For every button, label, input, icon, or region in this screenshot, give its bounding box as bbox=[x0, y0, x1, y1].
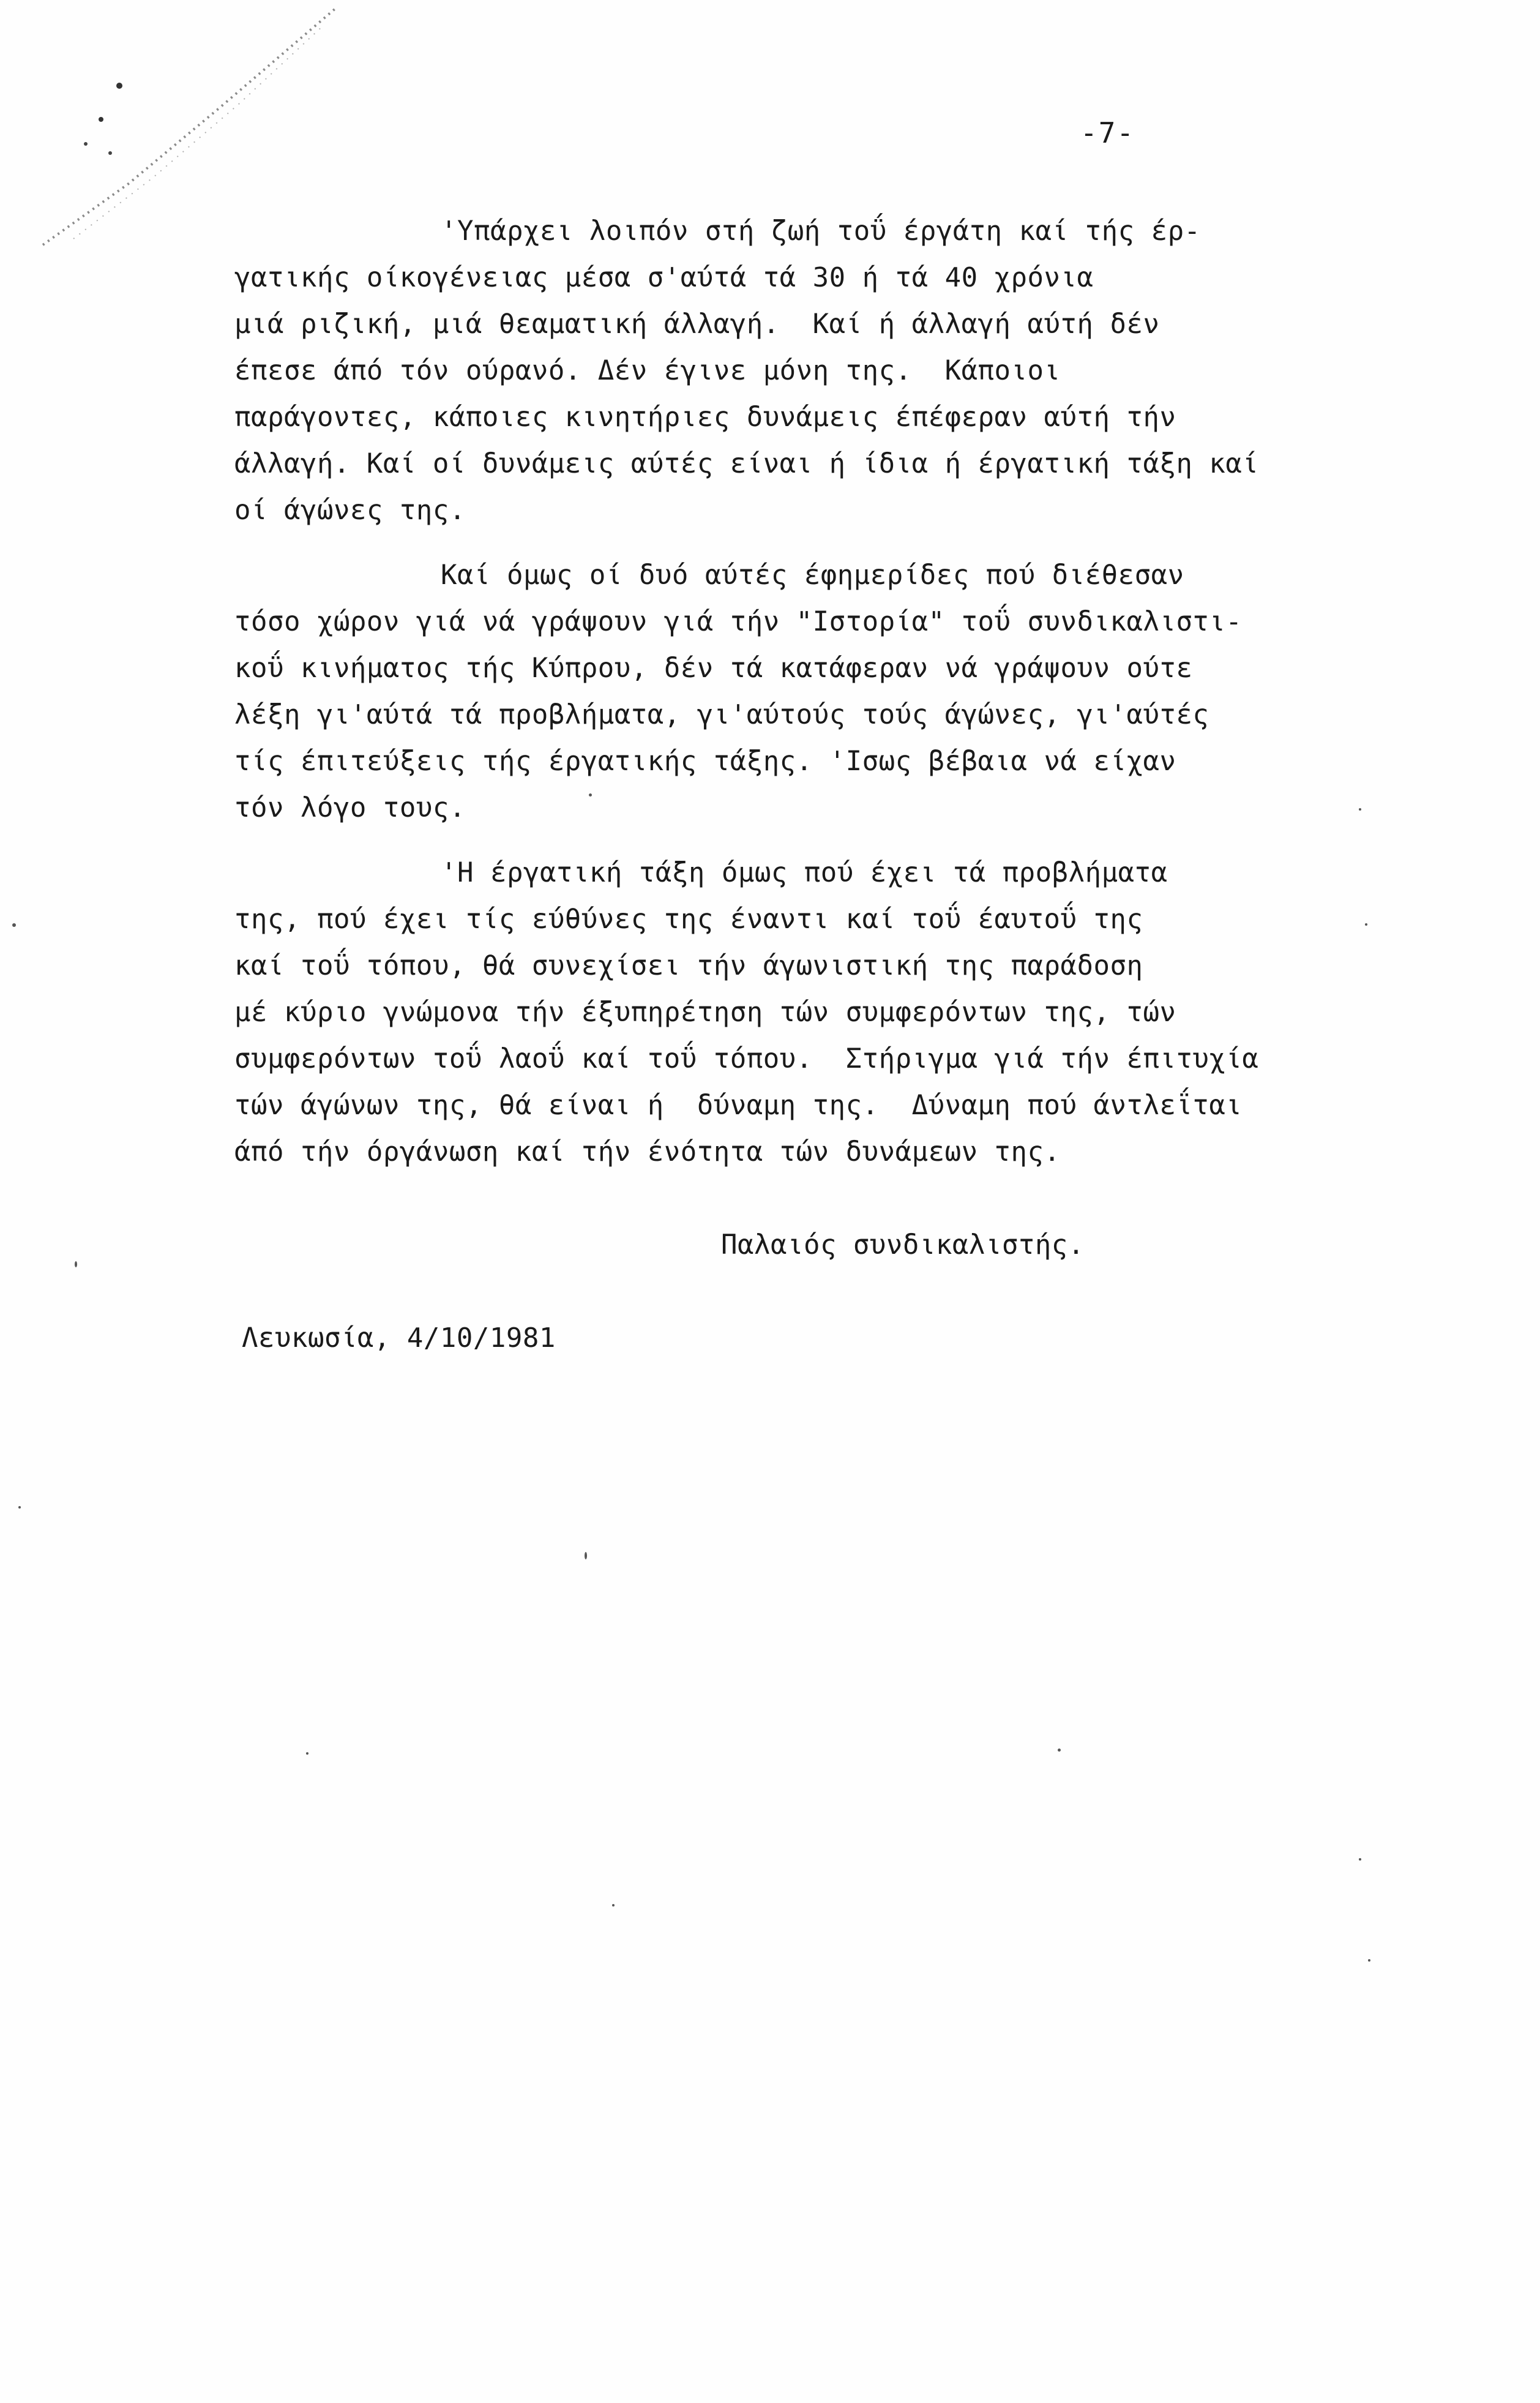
scan-speck bbox=[75, 1261, 77, 1267]
paragraph-1-line-7: οί άγώνες της. bbox=[234, 495, 466, 526]
paragraph-1-line-4: έπεσε άπό τόν ούρανό. Δέν έγινε μόνη της. Κάποιοι bbox=[234, 355, 1061, 386]
scan-speck bbox=[306, 1752, 308, 1755]
scan-speck bbox=[1359, 1858, 1361, 1861]
paragraph-3-line-1: 'Η έργατική τάξη όμως πού έχει τά προβλήματα bbox=[441, 857, 1168, 888]
signature: Παλαιός συνδικαλιστής. bbox=[721, 1229, 1085, 1261]
scan-speck bbox=[1058, 1749, 1061, 1752]
paragraph-2-line-3: κοΰ κινήματος τής Κύπρου, δέν τά κατάφεραν νά γράψουν ούτε bbox=[234, 653, 1193, 684]
paragraph-1-line-3: μιά ριζική, μιά θεαματική άλλαγή. Καί ή άλλαγή αύτή δέν bbox=[234, 309, 1160, 340]
paragraph-2-line-6: τόν λόγο τους. bbox=[234, 792, 466, 823]
paragraph-2-line-4: λέξη γι'αύτά τά προβλήματα, γι'αύτούς τούς άγώνες, γι'αύτές bbox=[234, 699, 1209, 730]
place-date: Λευκωσία, 4/10/1981 bbox=[242, 1322, 556, 1354]
paragraph-2-line-5: τίς έπιτεύξεις τής έργατικής τάξης. 'Ισως βέβαια νά είχαν bbox=[234, 746, 1176, 777]
scan-speck bbox=[1368, 1959, 1370, 1962]
scan-speck bbox=[1365, 923, 1367, 926]
scan-artifact-mark bbox=[18, 0, 337, 257]
paragraph-3-line-6: τών άγώνων της, θά είναι ή δύναμη της. Δύναμη πού άντλεΐται bbox=[234, 1090, 1243, 1121]
paragraph-3-line-5: συμφερόντων τοΰ λαοΰ καί τοΰ τόπου. Στήριγμα γιά τήν έπιτυχία bbox=[234, 1043, 1259, 1074]
paragraph-2-line-2: τόσο χώρον γιά νά γράψουν γιά τήν "Ιστορία" τοΰ συνδικαλιστι- bbox=[234, 606, 1243, 637]
paragraph-2-line-1: Καί όμως οί δυό αύτές έφημερίδες πού διέθεσαν bbox=[441, 560, 1184, 591]
paragraph-1-line-5: παράγοντες, κάποιες κινητήριες δυνάμεις έπέφεραν αύτή τήν bbox=[234, 402, 1176, 433]
paragraph-1-line-6: άλλαγή. Καί οί δυνάμεις αύτές είναι ή ίδια ή έργατική τάξη καί bbox=[234, 448, 1259, 479]
scan-speck bbox=[1359, 808, 1361, 811]
scan-speck bbox=[612, 1904, 615, 1906]
paragraph-3-line-3: καί τοΰ τόπου, θά συνεχίσει τήν άγωνιστική της παράδοση bbox=[234, 950, 1143, 981]
scan-speck bbox=[18, 1506, 21, 1509]
paragraph-1-line-2: γατικής οίκογένειας μέσα σ'αύτά τά 30 ή τά 40 χρόνια bbox=[234, 262, 1094, 293]
scan-speck bbox=[585, 1552, 587, 1559]
paragraph-1-line-1: 'Υπάρχει λοιπόν στή ζωή τοΰ έργάτη καί τής έρ- bbox=[441, 216, 1201, 247]
paragraph-3-line-7: άπό τήν όργάνωση καί τήν ένότητα τών δυνάμεων της. bbox=[234, 1136, 1061, 1168]
scan-speck bbox=[12, 923, 16, 927]
page-number: -7- bbox=[1080, 116, 1135, 149]
paragraph-3-line-2: της, πού έχει τίς εύθύνες της έναντι καί τοΰ έαυτοΰ της bbox=[234, 904, 1143, 935]
paragraph-3-line-4: μέ κύριο γνώμονα τήν έξυπηρέτηση τών συμφερόντων της, τών bbox=[234, 997, 1176, 1028]
scan-speck bbox=[589, 793, 592, 797]
